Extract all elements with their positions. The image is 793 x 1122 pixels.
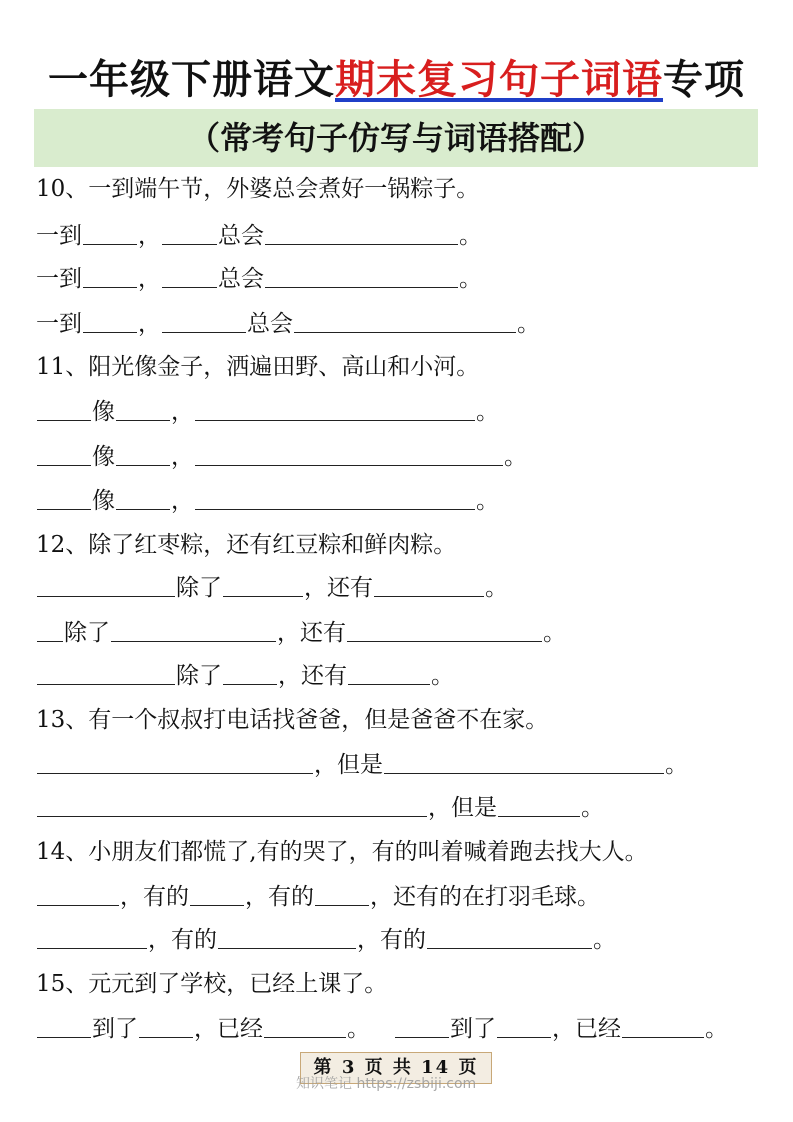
label: 。 <box>431 663 454 689</box>
blank[interactable] <box>395 1036 449 1038</box>
blank[interactable] <box>427 947 592 949</box>
blank[interactable] <box>347 640 542 642</box>
page-number: 第 3 页 共 14 页 <box>300 1052 492 1084</box>
label: 。 <box>593 927 616 953</box>
label: 。 <box>476 488 499 514</box>
question-14: 14、小朋友们都慌了,有的哭了，有的叫着喊着跑去找大人。 <box>36 839 648 865</box>
blank[interactable] <box>218 947 356 949</box>
answer-line <box>36 929 616 952</box>
answer-line <box>36 490 499 513</box>
blank[interactable] <box>162 331 246 333</box>
label: 。 <box>517 311 540 337</box>
blank[interactable] <box>37 815 427 817</box>
title-prefix: 一年级下册语文 <box>48 57 335 103</box>
label: 。 <box>705 1016 728 1042</box>
label: 一到 <box>36 266 82 292</box>
label: ，有的 <box>357 927 426 953</box>
label: 。 <box>347 1016 370 1042</box>
blank[interactable] <box>622 1036 704 1038</box>
label: ， <box>171 444 194 470</box>
blank[interactable] <box>195 508 475 510</box>
blank[interactable] <box>195 464 503 466</box>
blank[interactable] <box>37 595 175 597</box>
label: ，已经 <box>194 1016 263 1042</box>
label: ， <box>138 266 161 292</box>
label: ， <box>171 488 194 514</box>
label: ，有的 <box>148 927 217 953</box>
label: 总会 <box>247 311 293 337</box>
label: ，还有的在打羽毛球。 <box>370 884 600 910</box>
blank[interactable] <box>315 904 369 906</box>
blank[interactable] <box>83 286 137 288</box>
blank[interactable] <box>265 286 458 288</box>
blank[interactable] <box>111 640 276 642</box>
blank[interactable] <box>265 243 458 245</box>
blank[interactable] <box>374 595 484 597</box>
label: 一到 <box>36 311 82 337</box>
label: 像 <box>92 399 115 425</box>
label: 除了 <box>176 575 222 601</box>
blank[interactable] <box>83 331 137 333</box>
blank[interactable] <box>116 419 170 421</box>
label: ， <box>171 399 194 425</box>
blank[interactable] <box>37 904 119 906</box>
title-highlight: 期末复习句子词语 <box>335 57 663 103</box>
answer-line <box>36 622 566 645</box>
answer-line <box>36 446 527 469</box>
blank[interactable] <box>37 1036 91 1038</box>
blank[interactable] <box>497 1036 551 1038</box>
answer-line <box>36 886 600 909</box>
label: ，有的 <box>245 884 314 910</box>
blank[interactable] <box>37 947 147 949</box>
label: 除了 <box>176 663 222 689</box>
document-title <box>0 48 793 105</box>
answer-line <box>36 268 482 291</box>
label: 。 <box>665 752 688 778</box>
label: 像 <box>92 444 115 470</box>
label: 总会 <box>218 223 264 249</box>
blank[interactable] <box>139 1036 193 1038</box>
answer-line <box>36 313 540 336</box>
answer-line <box>36 1018 728 1041</box>
blank[interactable] <box>116 464 170 466</box>
blank[interactable] <box>223 683 277 685</box>
blank[interactable] <box>162 243 217 245</box>
label: 。 <box>476 399 499 425</box>
title-suffix: 专项 <box>663 57 745 103</box>
label: ，还有 <box>278 663 347 689</box>
answer-line <box>36 577 508 600</box>
label: ，有的 <box>120 884 189 910</box>
label: 到了 <box>92 1016 138 1042</box>
blank[interactable] <box>37 508 91 510</box>
label: 像 <box>92 488 115 514</box>
label: ，已经 <box>552 1016 621 1042</box>
label: ， <box>138 311 161 337</box>
answer-line <box>36 225 482 248</box>
blank[interactable] <box>37 419 91 421</box>
blank[interactable] <box>223 595 303 597</box>
question-10: 10、一到端午节，外婆总会煮好一锅粽子。 <box>36 176 480 202</box>
label: 总会 <box>218 266 264 292</box>
question-11: 11、阳光像金子，洒遍田野、高山和小河。 <box>36 354 480 380</box>
document-subtitle: （常考句子仿写与词语搭配） <box>34 109 758 167</box>
blank[interactable] <box>384 772 664 774</box>
blank[interactable] <box>348 683 430 685</box>
blank[interactable] <box>37 464 91 466</box>
blank[interactable] <box>37 640 63 642</box>
answer-line <box>36 665 454 688</box>
label: ，但是 <box>428 795 497 821</box>
label: 。 <box>459 266 482 292</box>
label: 一到 <box>36 223 82 249</box>
label: ，但是 <box>314 752 383 778</box>
blank[interactable] <box>264 1036 346 1038</box>
blank[interactable] <box>190 904 244 906</box>
label: 。 <box>459 223 482 249</box>
label: ，还有 <box>304 575 373 601</box>
question-12: 12、除了红枣粽，还有红豆粽和鲜肉粽。 <box>36 532 457 558</box>
answer-line <box>36 797 604 820</box>
label: 。 <box>581 795 604 821</box>
label: ， <box>138 223 161 249</box>
label: 。 <box>485 575 508 601</box>
label: 到了 <box>450 1016 496 1042</box>
label: 。 <box>543 620 566 646</box>
blank[interactable] <box>162 286 217 288</box>
label: ，还有 <box>277 620 346 646</box>
blank[interactable] <box>116 508 170 510</box>
blank[interactable] <box>498 815 580 817</box>
answer-line <box>36 754 688 777</box>
blank[interactable] <box>83 243 137 245</box>
label: 除了 <box>64 620 110 646</box>
watermark: 知识笔记 https://zsbiji.com <box>296 1076 477 1092</box>
blank[interactable] <box>37 772 313 774</box>
question-13: 13、有一个叔叔打电话找爸爸，但是爸爸不在家。 <box>36 707 549 733</box>
label: 。 <box>504 444 527 470</box>
answer-line <box>36 401 499 424</box>
question-15: 15、元元到了学校，已经上课了。 <box>36 971 388 997</box>
blank[interactable] <box>195 419 475 421</box>
blank[interactable] <box>37 683 175 685</box>
blank[interactable] <box>294 331 516 333</box>
